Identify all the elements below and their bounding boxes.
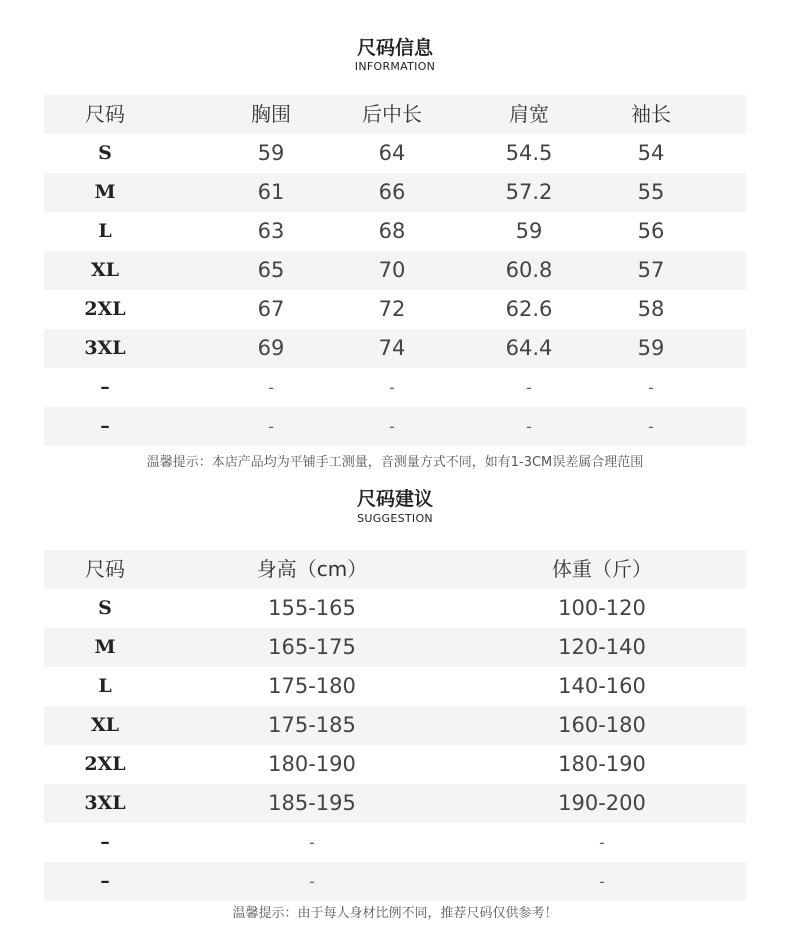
- table-row: [44, 862, 746, 901]
- header-cell: 尺码: [85, 557, 125, 581]
- value-cell: -: [268, 378, 274, 397]
- value-cell: 55: [637, 180, 665, 204]
- value-cell: -: [389, 378, 395, 397]
- size-info-table: [44, 95, 746, 447]
- table-row: [44, 407, 746, 446]
- table-row: [44, 212, 746, 251]
- size-cell: S: [98, 597, 112, 619]
- table-row: [44, 329, 746, 368]
- value-cell: 175-180: [268, 674, 356, 698]
- value-cell: 175-185: [268, 713, 356, 737]
- value-cell: -: [648, 378, 654, 397]
- size-cell: –: [100, 831, 110, 853]
- value-cell: 165-175: [268, 635, 356, 659]
- value-cell: 70: [378, 258, 406, 282]
- table-row: [44, 667, 746, 706]
- table-row: [44, 784, 746, 823]
- value-cell: 74: [378, 336, 406, 360]
- size-cell: 3XL: [84, 337, 126, 359]
- header-cell: 身高（cm）: [256, 557, 368, 581]
- size-cell: XL: [90, 259, 120, 281]
- info-subtitle: INFORMATION: [354, 60, 436, 73]
- value-cell: 66: [378, 180, 406, 204]
- size-suggestion-table: [44, 550, 746, 902]
- value-cell: 64.4: [505, 336, 553, 360]
- size-cell: –: [100, 376, 110, 398]
- size-cell: –: [100, 415, 110, 437]
- suggestion-note: 温馨提示：由于每人身材比例不同，推荐尺码仅供参考！: [232, 906, 558, 921]
- value-cell: -: [526, 378, 532, 397]
- value-cell: 185-195: [268, 791, 356, 815]
- value-cell: 59: [637, 336, 665, 360]
- suggestion-subtitle: SUGGESTION: [357, 512, 433, 525]
- value-cell: 100-120: [558, 596, 646, 620]
- value-cell: 155-165: [268, 596, 356, 620]
- table-row: [44, 589, 746, 628]
- value-cell: -: [309, 872, 315, 891]
- table-row: [44, 706, 746, 745]
- table-row: [44, 823, 746, 862]
- value-cell: 57: [637, 258, 665, 282]
- value-cell: 64: [378, 141, 406, 165]
- table-row: [44, 368, 746, 407]
- size-cell: 2XL: [84, 753, 126, 775]
- size-cell: –: [100, 870, 110, 892]
- suggestion-title: 尺码建议: [356, 488, 433, 510]
- size-cell: M: [94, 636, 116, 658]
- size-cell: M: [94, 181, 116, 203]
- value-cell: 180-190: [268, 752, 356, 776]
- header-cell: 后中长: [362, 102, 422, 126]
- value-cell: 54.5: [505, 141, 553, 165]
- size-cell: 2XL: [84, 298, 126, 320]
- value-cell: 140-160: [558, 674, 646, 698]
- value-cell: 65: [257, 258, 285, 282]
- table-row: [44, 628, 746, 667]
- size-cell: S: [98, 142, 112, 164]
- value-cell: -: [599, 833, 605, 852]
- value-cell: 59: [515, 219, 543, 243]
- header-cell: 胸围: [251, 102, 291, 126]
- value-cell: 67: [257, 297, 285, 321]
- value-cell: 58: [637, 297, 665, 321]
- info-title: 尺码信息: [356, 37, 433, 59]
- value-cell: -: [389, 417, 395, 436]
- value-cell: -: [526, 417, 532, 436]
- header-cell: 肩宽: [509, 102, 549, 126]
- table-header-row: [44, 95, 746, 134]
- value-cell: 54: [637, 141, 665, 165]
- table-row: [44, 251, 746, 290]
- value-cell: 61: [257, 180, 285, 204]
- value-cell: -: [268, 417, 274, 436]
- value-cell: -: [648, 417, 654, 436]
- value-cell: 57.2: [505, 180, 553, 204]
- header-cell: 体重（斤）: [552, 557, 652, 581]
- value-cell: 63: [257, 219, 285, 243]
- table-row: [44, 134, 746, 173]
- header-cell: 袖长: [631, 102, 671, 126]
- value-cell: 190-200: [558, 791, 646, 815]
- value-cell: 72: [378, 297, 406, 321]
- table-header-row: [44, 550, 746, 589]
- value-cell: 60.8: [505, 258, 553, 282]
- size-cell: XL: [90, 714, 120, 736]
- table-row: [44, 745, 746, 784]
- value-cell: 180-190: [558, 752, 646, 776]
- value-cell: 62.6: [505, 297, 553, 321]
- value-cell: -: [599, 872, 605, 891]
- value-cell: 59: [257, 141, 285, 165]
- info-note: 温馨提示：本店产品均为平铺手工测量，音测量方式不同，如有1-3CM误差属合理范围: [146, 455, 644, 470]
- value-cell: 160-180: [558, 713, 646, 737]
- table-row: [44, 290, 746, 329]
- value-cell: 56: [637, 219, 665, 243]
- value-cell: 69: [257, 336, 285, 360]
- size-cell: L: [98, 675, 112, 697]
- header-cell: 尺码: [85, 102, 125, 126]
- table-row: [44, 173, 746, 212]
- size-cell: L: [98, 220, 112, 242]
- value-cell: -: [309, 833, 315, 852]
- value-cell: 68: [378, 219, 406, 243]
- value-cell: 120-140: [558, 635, 646, 659]
- size-cell: 3XL: [84, 792, 126, 814]
